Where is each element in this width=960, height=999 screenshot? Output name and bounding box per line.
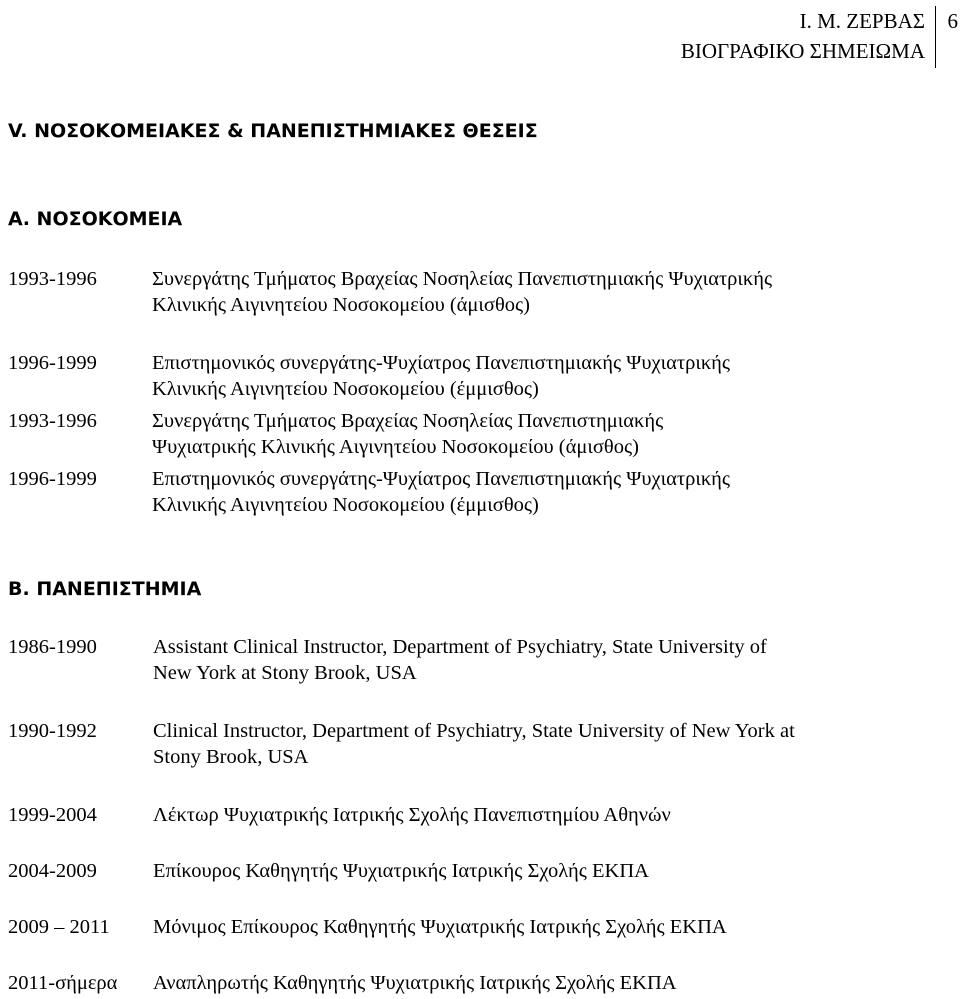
- entry-line: Επιστημονικός συνεργάτης-Ψυχίατρος Πανεπιστημιακής Ψυχιατρικής: [152, 468, 731, 490]
- entry-description: [153, 634, 950, 686]
- entry-line: Συνεργάτης Τμήματος Βραχείας Νοσηλείας Πανεπιστημιακής Ψυχιατρικής: [152, 268, 773, 290]
- universities-title: Β. ΠΑΝΕΠΙΣΤΗΜΙΑ: [8, 578, 202, 600]
- entry-description: [152, 350, 950, 402]
- entry-line: Επίκουρος Καθηγητής Ψυχιατρικής Ιατρικής Σχολής ΕΚΠΑ: [153, 860, 649, 882]
- entry-line: Clinical Instructor, Department of Psychiatry, State University of New York at: [153, 720, 795, 742]
- document-subtitle: ΒΙΟΓΡΑΦΙΚΟ ΣΗΜΕΙΩΜΑ: [680, 39, 925, 63]
- page-number: 6: [947, 9, 958, 33]
- entry-description: [152, 408, 950, 460]
- entry-line: Stony Brook, USA: [153, 746, 309, 768]
- entry-line: New York at Stony Brook, USA: [153, 662, 417, 684]
- entry-description: [152, 266, 950, 318]
- entry-description: [153, 858, 950, 884]
- entry-line: Κλινικής Αιγινητείου Νοσοκομείου (έμμισθος): [152, 378, 539, 400]
- entry-years: 1993-1996: [8, 268, 97, 290]
- entry-years: 2004-2009: [8, 860, 97, 882]
- entry-line: Κλινικής Αιγινητείου Νοσοκομείου (έμμισθος): [152, 494, 539, 516]
- entry-description: [153, 718, 950, 770]
- entry-line: Μόνιμος Επίκουρος Καθηγητής Ψυχιατρικής Ιατρικής Σχολής ΕΚΠΑ: [153, 916, 727, 938]
- entry-line: Assistant Clinical Instructor, Department of Psychiatry, State University of: [153, 636, 767, 658]
- entry-description: [153, 970, 950, 996]
- entry-line: Κλινικής Αιγινητείου Νοσοκομείου (άμισθος): [152, 294, 530, 316]
- entry-description: [153, 914, 950, 940]
- entry-description: [153, 802, 950, 828]
- entry-line: Αναπληρωτής Καθηγητής Ψυχιατρικής Ιατρικής Σχολής ΕΚΠΑ: [153, 972, 677, 994]
- entry-years: 1996-1999: [8, 352, 97, 374]
- section-title: V. ΝΟΣΟΚΟΜΕΙΑΚΕΣ & ΠΑΝΕΠΙΣΤΗΜΙΑΚΕΣ ΘΕΣΕΙΣ: [8, 120, 538, 142]
- entry-years: 2011-σήμερα: [8, 972, 118, 994]
- entry-line: Συνεργάτης Τμήματος Βραχείας Νοσηλείας Πανεπιστημιακής: [152, 410, 664, 432]
- page-header: [681, 6, 960, 68]
- entry-years: 1996-1999: [8, 468, 97, 490]
- entry-description: [152, 466, 950, 518]
- author-name: Ι. Μ. ΖΕΡΒΑΣ: [799, 9, 925, 33]
- entry-line: Λέκτωρ Ψυχιατρικής Ιατρικής Σχολής Πανεπιστημίου Αθηνών: [153, 804, 671, 826]
- entry-line: Επιστημονικός συνεργάτης-Ψυχίατρος Πανεπιστημιακής Ψυχιατρικής: [152, 352, 731, 374]
- entry-years: 2009 – 2011: [8, 916, 110, 938]
- entry-line: Ψυχιατρικής Κλινικής Αιγινητείου Νοσοκομείου (άμισθος): [152, 436, 639, 458]
- entry-years: 1999-2004: [8, 804, 97, 826]
- header-text: [681, 6, 936, 68]
- entry-years: 1990-1992: [8, 720, 97, 742]
- entry-years: 1986-1990: [8, 636, 97, 658]
- hospitals-title: Α. ΝΟΣΟΚΟΜΕΙΑ: [8, 208, 183, 230]
- entry-years: 1993-1996: [8, 410, 97, 432]
